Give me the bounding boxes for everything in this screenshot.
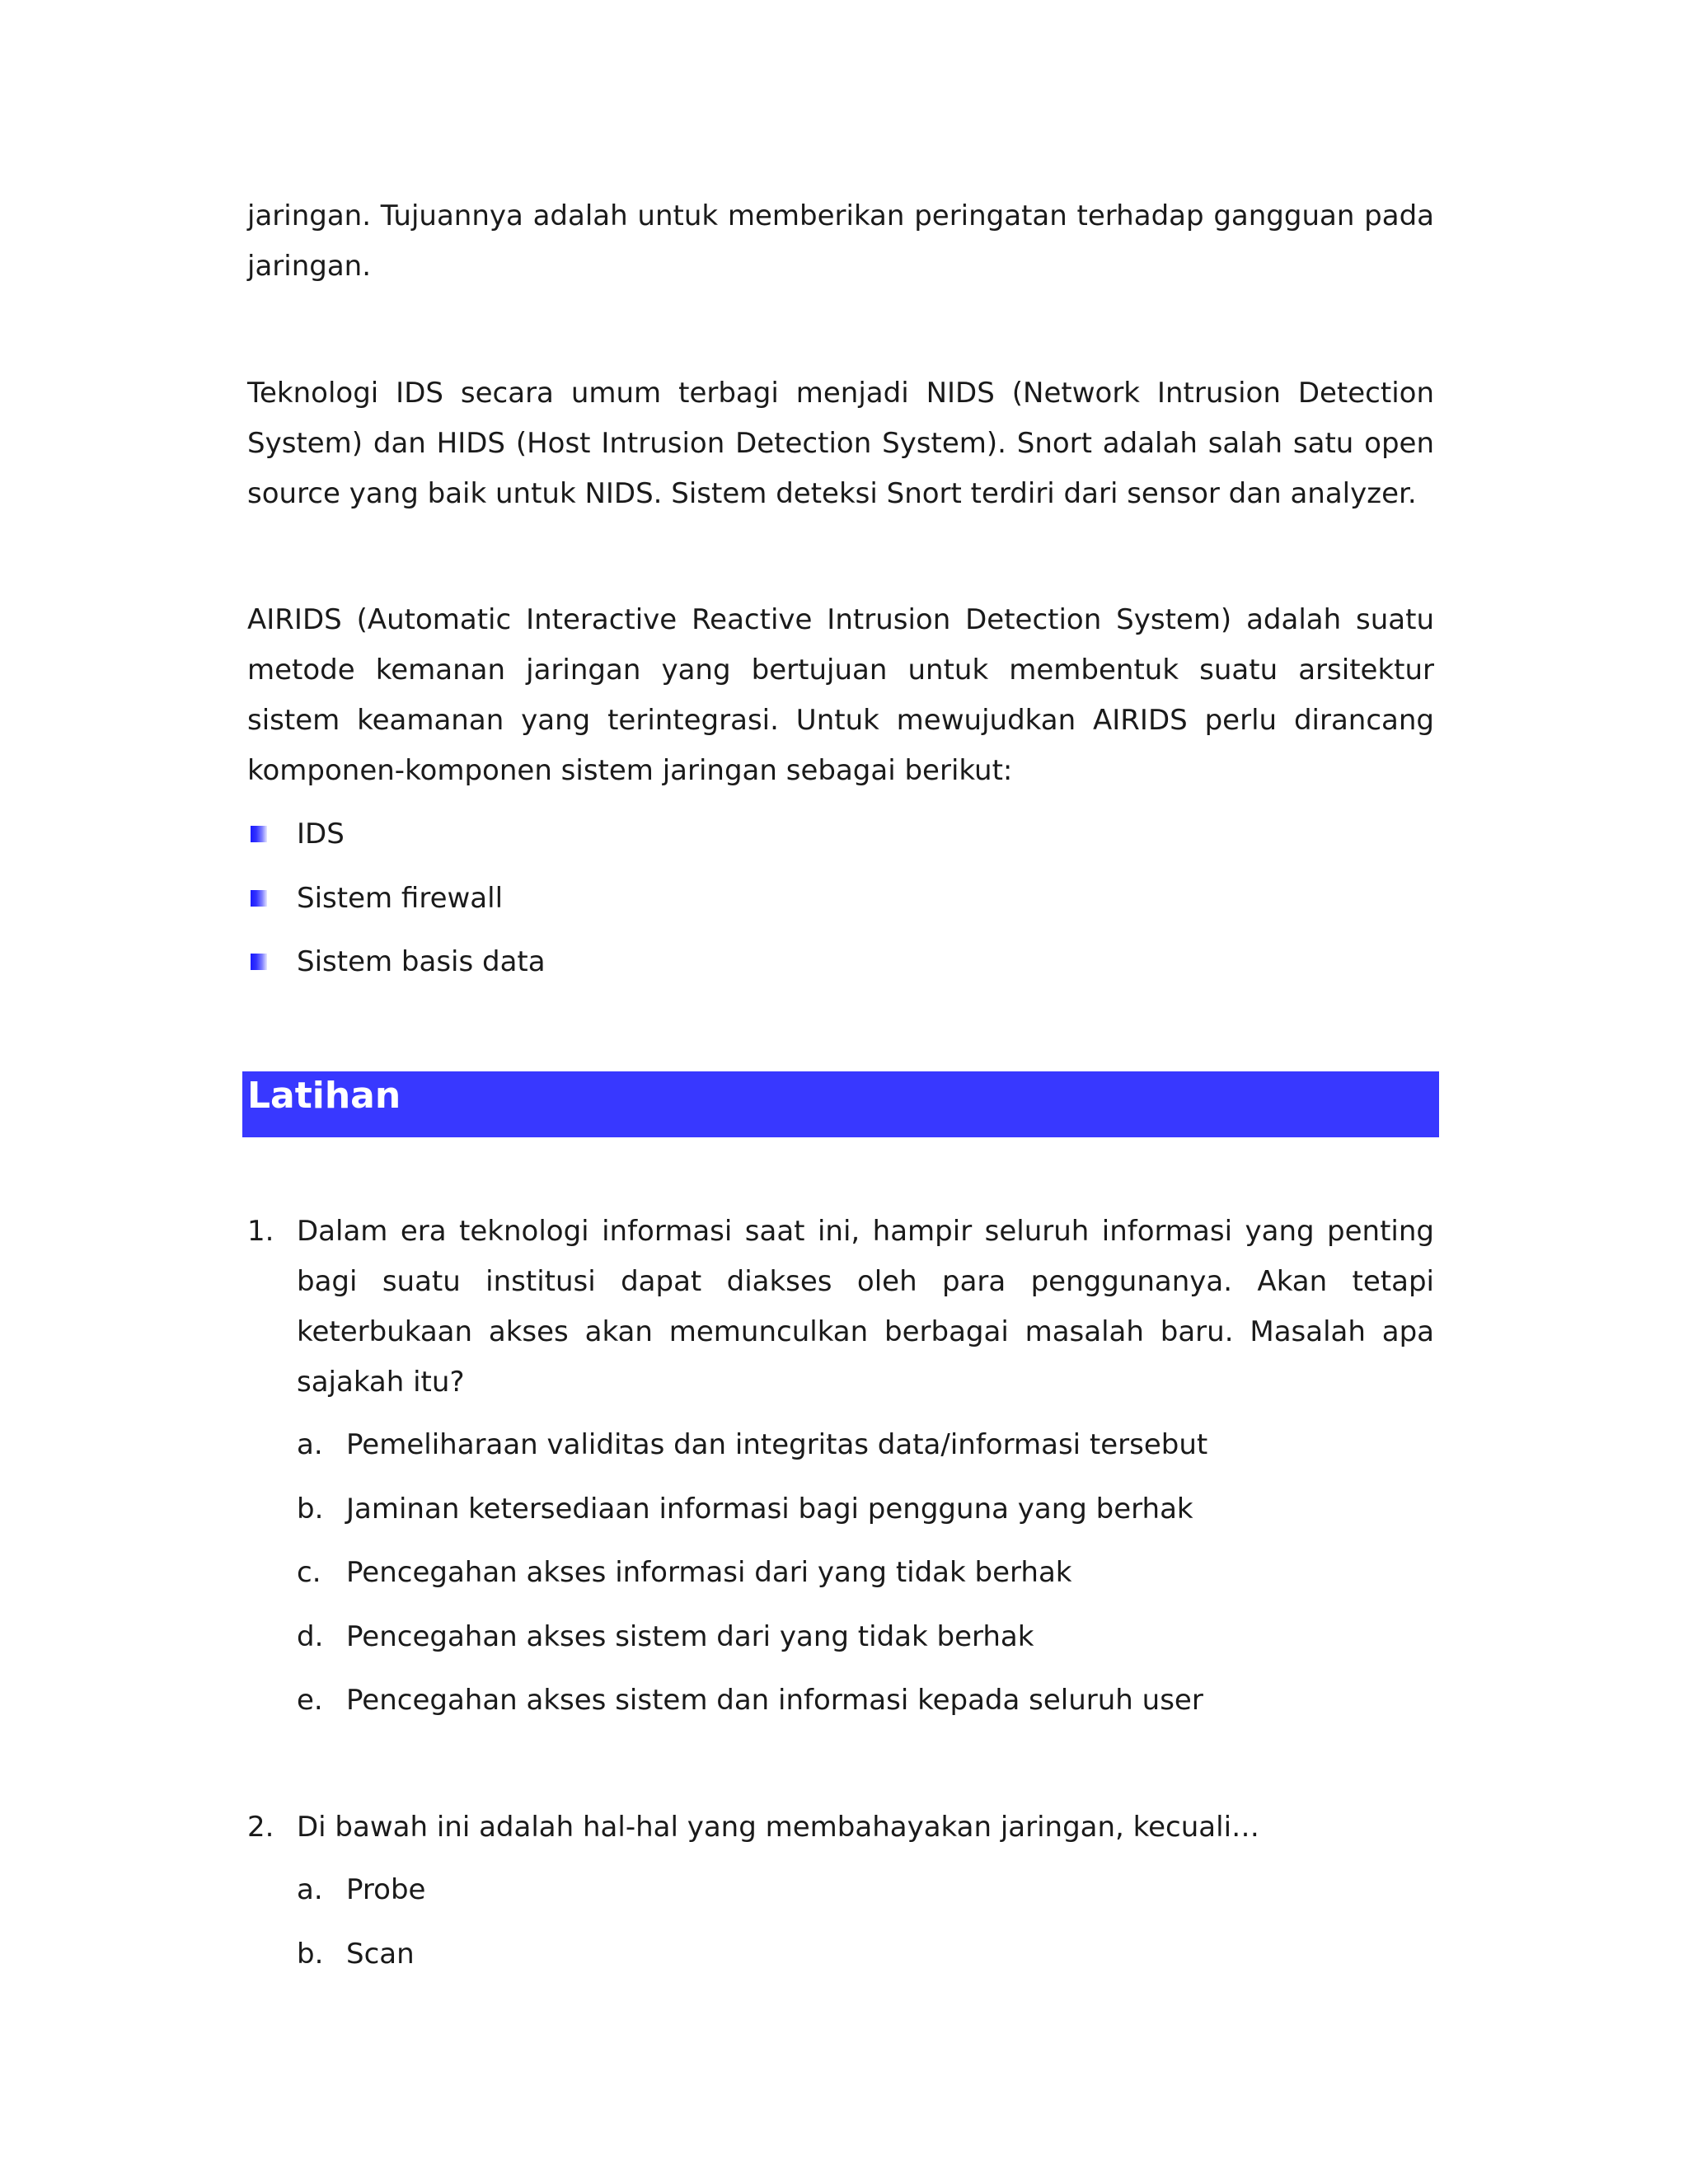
option-text: Jaminan ketersediaan informasi bagi pengguna yang berhak [346, 1492, 1193, 1526]
option-letter: b. [297, 1492, 324, 1526]
question-1 [247, 1207, 1434, 1740]
bullet-label: Sistem firewall [297, 881, 504, 915]
answer-option [297, 1420, 1434, 1484]
option-text: Pencegahan akses sistem dari yang tidak berhak [346, 1619, 1034, 1653]
square-bullet-icon [251, 826, 267, 842]
component-bullet-list [247, 809, 546, 1001]
section-heading-bar [242, 1071, 1439, 1137]
bullet-item [247, 937, 546, 1001]
answer-option [297, 1929, 1434, 1994]
bullet-item [247, 874, 546, 938]
answer-option [297, 1548, 1434, 1612]
answer-option [297, 1865, 1434, 1929]
answer-option [297, 1484, 1434, 1549]
answer-options [297, 1865, 1434, 1993]
paragraph-airids: AIRIDS (Automatic Interactive Reactive Intrusion Detection System) adalah suatu metode kemanan jaringan yang bertujuan untuk membentuk suatu arsitektur sistem keamanan yang terintegrasi. Untuk mewujudkan AIRIDS perlu dirancang komponen-komponen sistem jaringan sebagai berikut: [247, 603, 1434, 787]
option-letter: b. [297, 1937, 324, 1971]
question-text: Dalam era teknologi informasi saat ini, hampir seluruh informasi yang penting bagi suatu institusi dapat diakses oleh para penggunanya. Akan tetapi keterbukaan akses akan memunculkan berbagai masalah baru. Masalah apa sajakah itu? [297, 1215, 1434, 1399]
square-bullet-icon [251, 954, 267, 970]
answer-option [297, 1612, 1434, 1676]
option-text: Scan [346, 1937, 415, 1971]
bullet-item [247, 809, 546, 874]
option-letter: e. [297, 1684, 323, 1717]
option-text: Pencegahan akses informasi dari yang tidak berhak [346, 1556, 1072, 1589]
option-text: Pencegahan akses sistem dan informasi kepada seluruh user [346, 1684, 1203, 1717]
option-text: Probe [346, 1873, 426, 1906]
bullet-label: Sistem basis data [297, 945, 546, 978]
option-letter: d. [297, 1619, 324, 1653]
option-text: Pemeliharaan validitas dan integritas data/informasi tersebut [346, 1428, 1208, 1461]
paragraph-ids-technology: Teknologi IDS secara umum terbagi menjadi NIDS (Network Intrusion Detection System) dan HIDS (Host Intrusion Detection System). Snort adalah salah satu open source yang baik untuk NIDS. Sistem deteksi Snort terdiri dari sensor dan analyzer. [247, 377, 1434, 510]
paragraph-ids-purpose: jaringan. Tujuannya adalah untuk memberikan peringatan terhadap gangguan pada jaringan. [247, 199, 1434, 283]
answer-option [297, 1675, 1434, 1740]
option-letter: a. [297, 1873, 323, 1906]
section-title: Latihan [247, 1075, 401, 1117]
option-letter: c. [297, 1556, 321, 1589]
question-number: 2. [247, 1811, 274, 1844]
question-text: Di bawah ini adalah hal-hal yang membahayakan jaringan, kecuali… [297, 1811, 1260, 1844]
answer-options [297, 1420, 1434, 1740]
question-2 [247, 1802, 1434, 1993]
bullet-label: IDS [297, 818, 345, 851]
square-bullet-icon [251, 890, 267, 907]
option-letter: a. [297, 1428, 323, 1461]
question-number: 1. [247, 1215, 274, 1248]
